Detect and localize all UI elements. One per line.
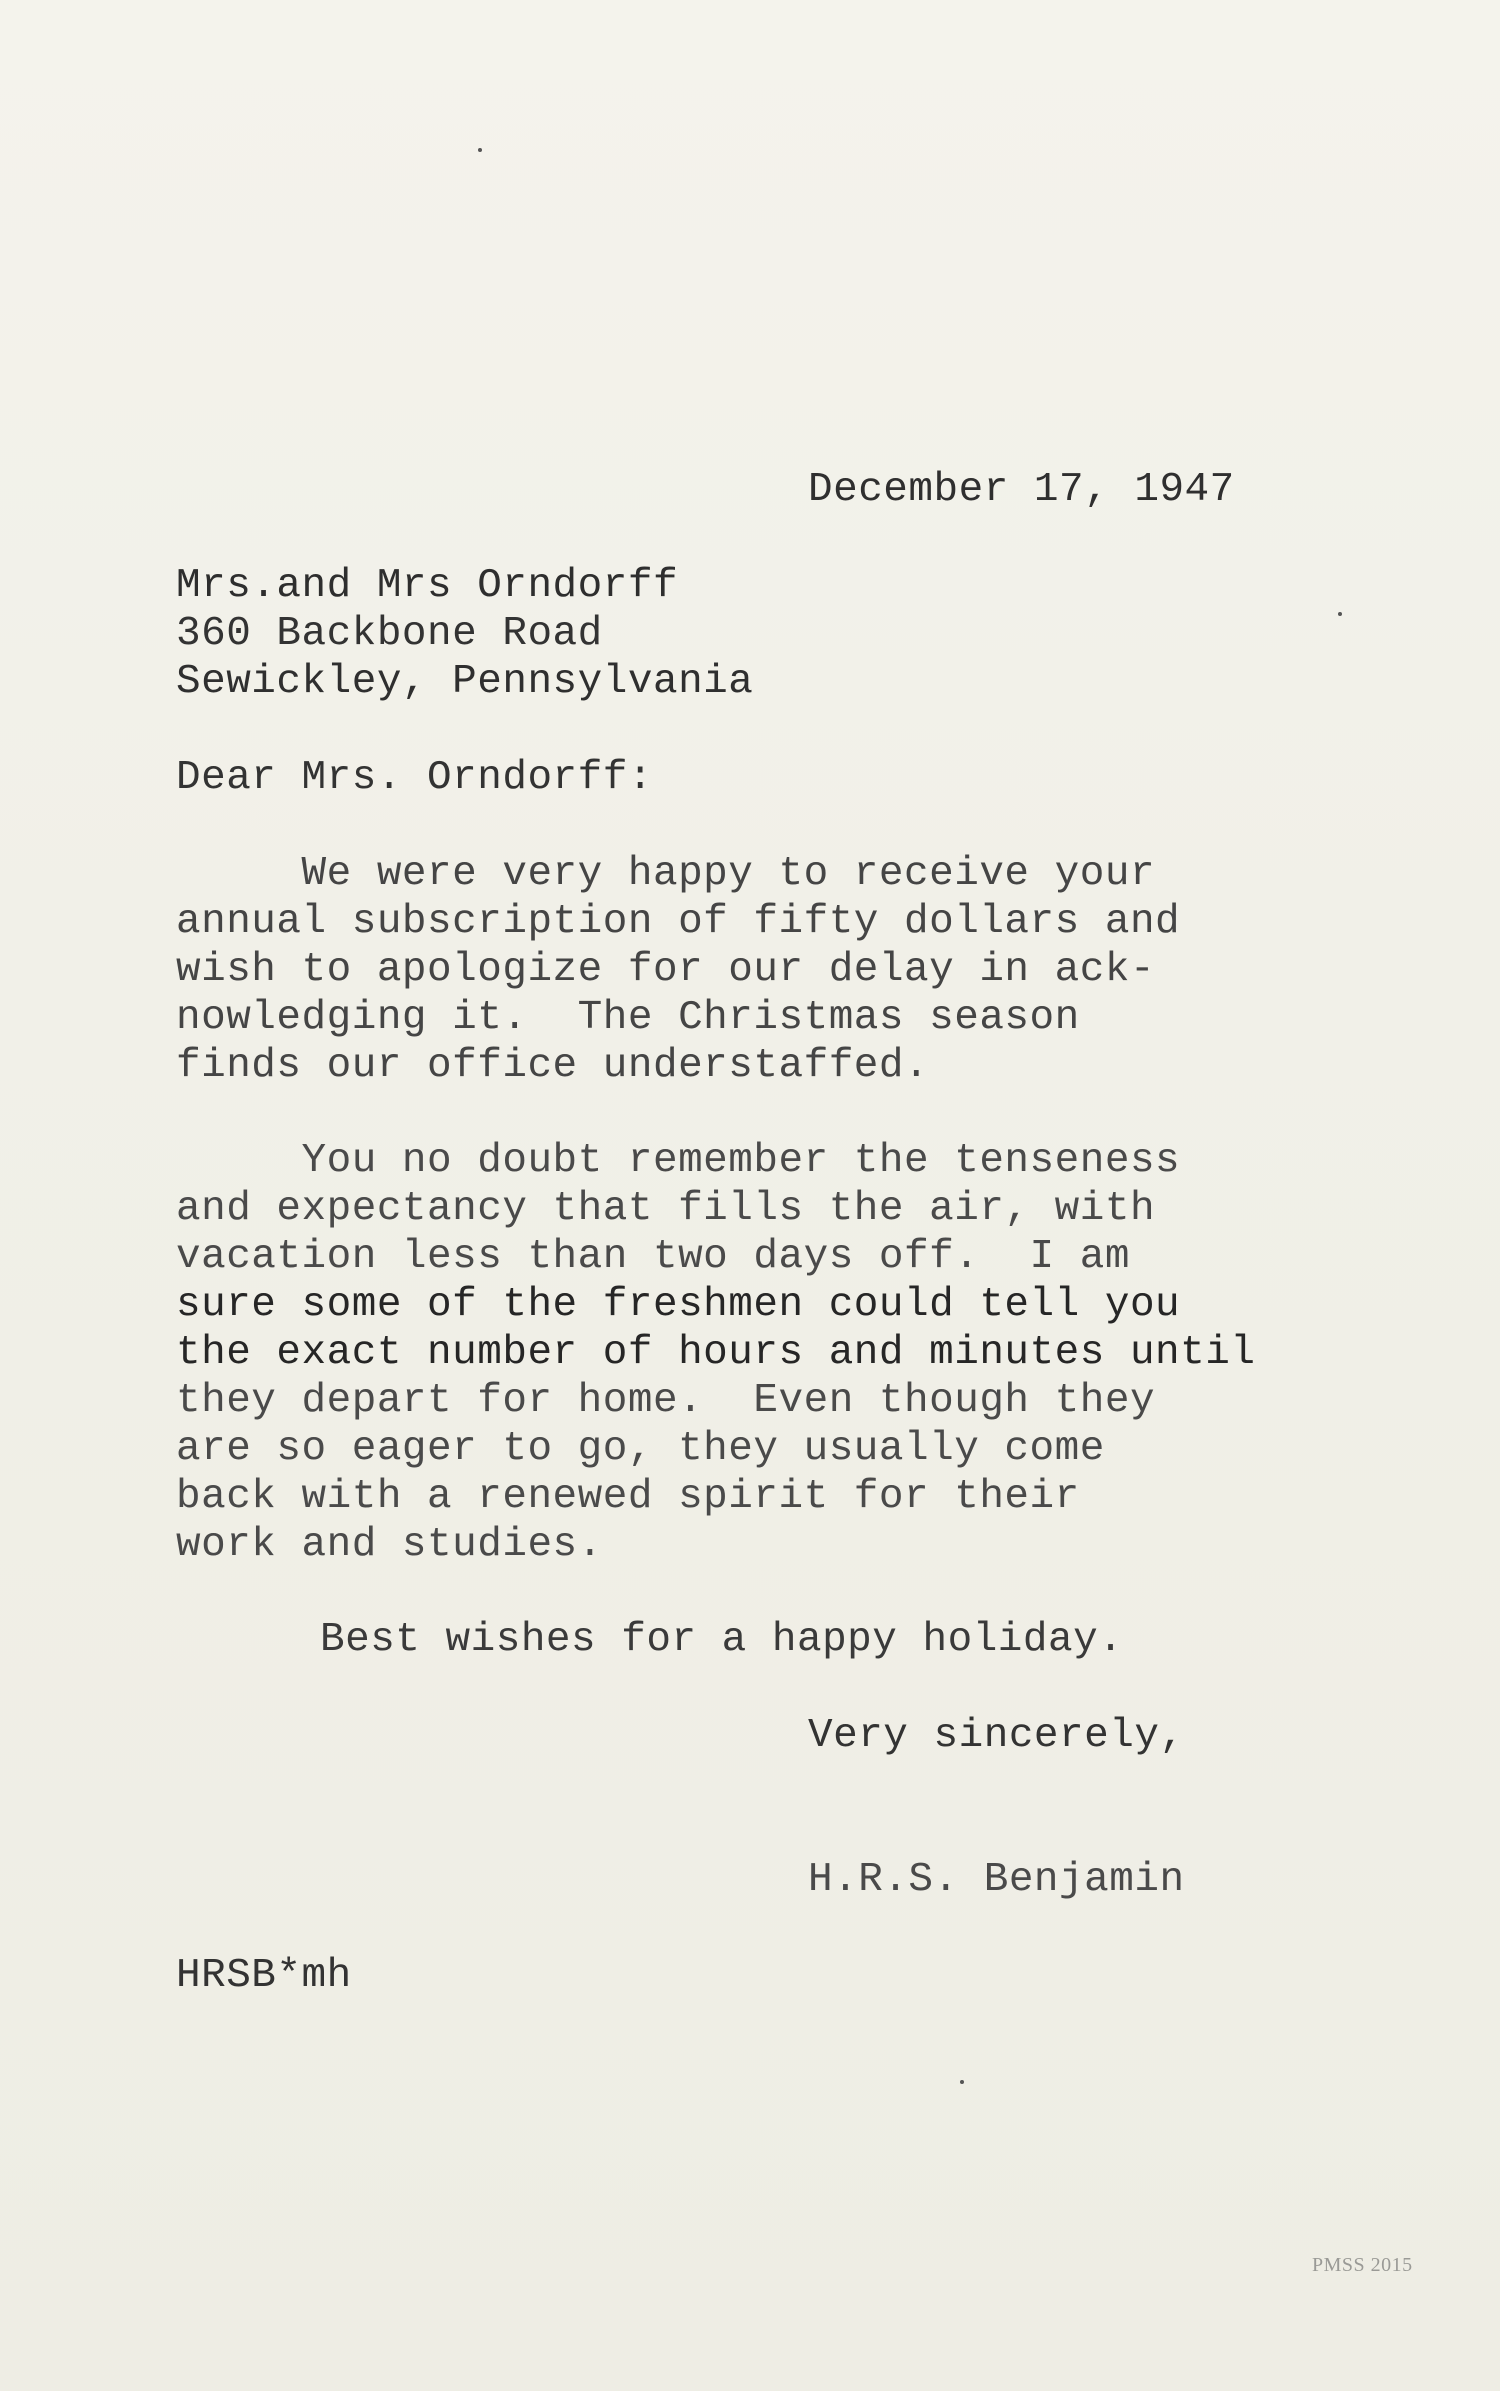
address-line-city: Sewickley, Pennsylvania [176,659,754,705]
paragraph-line: annual subscription of fifty dollars and [176,899,1181,945]
paper-speck [478,148,482,152]
paragraph-line: sure some of the freshmen could tell you [176,1282,1181,1328]
paragraph-acknowledgement [176,850,1180,1090]
letter-date: December 17, 1947 [808,467,1235,513]
signature-name: H.R.S. Benjamin [808,1857,1185,1903]
complimentary-close: Very sincerely, [808,1713,1185,1759]
paragraph-line: finds our office understaffed. [176,1043,930,1089]
salutation: Dear Mrs. Orndorff: [176,755,653,801]
paragraph-line: they depart for home. Even though they [176,1378,1156,1424]
paragraph-line: We were very happy to receive your [176,851,1156,897]
paragraph-line: and expectancy that fills the air, with [176,1186,1156,1232]
archive-watermark: PMSS 2015 [1312,2254,1413,2276]
address-line-street: 360 Backbone Road [176,611,603,657]
address-line-name: Mrs.and Mrs Orndorff [176,563,679,609]
paragraph-line: the exact number of hours and minutes until [176,1330,1256,1376]
closing-wish: Best wishes for a happy holiday. [320,1617,1124,1663]
paragraph-vacation [176,1137,1255,1569]
paragraph-line: back with a renewed spirit for their [176,1474,1080,1520]
paper-speck [1338,612,1342,616]
paragraph-line: nowledging it. The Christmas season [176,995,1080,1041]
paragraph-line: wish to apologize for our delay in ack- [176,947,1156,993]
paragraph-line: vacation less than two days off. I am [176,1234,1130,1280]
reference-initials: HRSB*mh [176,1953,352,1999]
paragraph-line: work and studies. [176,1522,603,1568]
paragraph-line: You no doubt remember the tenseness [176,1138,1181,1184]
paragraph-line: are so eager to go, they usually come [176,1426,1105,1472]
paper-speck [960,2080,964,2084]
